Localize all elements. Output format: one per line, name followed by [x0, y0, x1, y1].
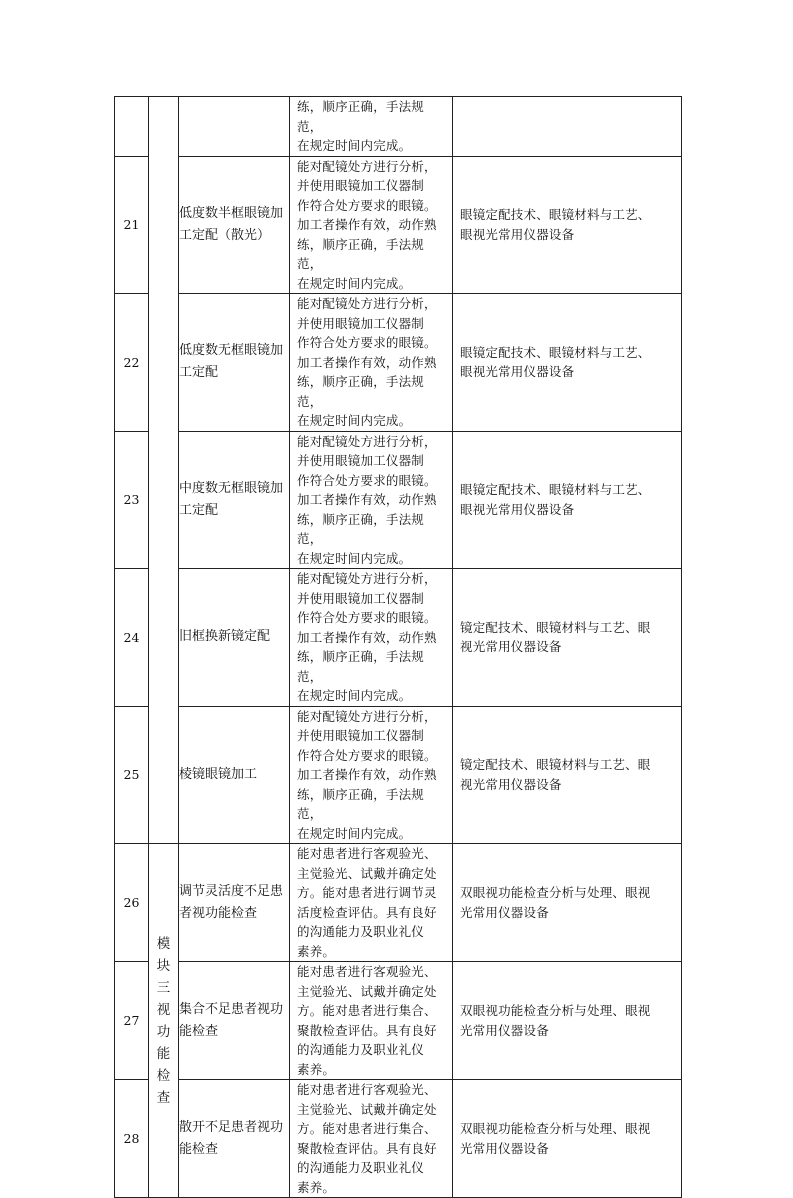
item-name-cell — [179, 97, 290, 157]
table-row — [115, 431, 682, 569]
module-cell-previous — [149, 97, 179, 844]
item-name-cell — [179, 962, 290, 1080]
item-name: 中度数无框眼镜加工定配 — [179, 480, 284, 518]
requirement-text: 能对配镜处方进行分析， 并使用眼镜加工仪器制 作符合处方要求的眼镜。 加工者操作有效，动作熟 练，顺序正确，手法规范， 在规定时间内完成。 — [297, 158, 437, 291]
item-name: 调节灵活度不足患者视功能检查 — [179, 883, 284, 921]
requirement-text: 能对患者进行客观验光、 主觉验光、试戴并确定处 方。能对患者进行集合、 聚散检查评估。具有良好 的沟通能力及职业礼仪 素养。 — [297, 964, 437, 1077]
item-name: 旧框换新镜定配 — [179, 629, 271, 645]
row-number-cell: 27 — [115, 962, 149, 1080]
course-text: 眼镜定配技术、眼镜材料与工艺、 眼视光常用仪器设备 — [460, 344, 651, 380]
item-name-cell — [179, 569, 290, 707]
course-cell — [453, 569, 682, 707]
table-row — [115, 1080, 682, 1198]
row-number-cell: 22 — [115, 294, 149, 432]
course-text: 镜定配技术、眼镜材料与工艺、眼 视光常用仪器设备 — [460, 619, 651, 655]
requirement-cell — [290, 97, 453, 157]
requirement-cell — [290, 844, 453, 962]
item-name-cell — [179, 844, 290, 962]
item-name: 棱镜眼镜加工 — [179, 766, 258, 782]
item-name-cell — [179, 294, 290, 432]
requirement-cell — [290, 962, 453, 1080]
table-row — [115, 569, 682, 707]
course-cell — [453, 844, 682, 962]
row-number-cell: 21 — [115, 156, 149, 294]
module-cell — [149, 844, 179, 1198]
item-name: 集合不足患者视功能检查 — [179, 1001, 284, 1039]
item-name: 散开不足患者视功能检查 — [179, 1119, 284, 1157]
course-text: 双眼视功能检查分析与处理、眼视 光常用仪器设备 — [460, 1003, 651, 1038]
table-row — [115, 844, 682, 962]
course-cell — [453, 97, 682, 157]
table-row — [115, 156, 682, 294]
requirement-cell — [290, 431, 453, 569]
requirement-cell — [290, 294, 453, 432]
requirement-text: 能对配镜处方进行分析， 并使用眼镜加工仪器制 作符合处方要求的眼镜。 加工者操作有效，动作熟 练，顺序正确，手法规范， 在规定时间内完成。 — [297, 433, 437, 566]
row-number-cell: 24 — [115, 569, 149, 707]
row-number-cell: 26 — [115, 844, 149, 962]
course-cell — [453, 294, 682, 432]
item-name-cell — [179, 156, 290, 294]
course-text: 双眼视功能检查分析与处理、眼视 光常用仪器设备 — [460, 1121, 651, 1156]
item-name-cell — [179, 431, 290, 569]
row-number-cell: 23 — [115, 431, 149, 569]
requirement-text: 能对配镜处方进行分析， 并使用眼镜加工仪器制 作符合处方要求的眼镜。 加工者操作有效，动作熟 练，顺序正确，手法规范， 在规定时间内完成。 — [297, 571, 437, 703]
requirement-cell — [290, 569, 453, 707]
row-number-cell: 25 — [115, 706, 149, 844]
skills-table — [114, 96, 682, 1198]
row-number-cell: 28 — [115, 1080, 149, 1198]
requirement-text: 能对配镜处方进行分析， 并使用眼镜加工仪器制 作符合处方要求的眼镜。 加工者操作有效，动作熟 练，顺序正确，手法规范， 在规定时间内完成。 — [297, 708, 437, 841]
course-cell — [453, 431, 682, 569]
course-cell — [453, 156, 682, 294]
table-row — [115, 294, 682, 432]
requirement-cell — [290, 706, 453, 844]
table-row — [115, 97, 682, 157]
requirement-cell — [290, 1080, 453, 1198]
requirement-cell — [290, 156, 453, 294]
course-cell — [453, 706, 682, 844]
table-row — [115, 962, 682, 1080]
requirement-text: 能对患者进行客观验光、 主觉验光、试戴并确定处 方。能对患者进行集合、 聚散检查评估。具有良好 的沟通能力及职业礼仪 素养。 — [297, 1082, 437, 1195]
requirement-text: 能对配镜处方进行分析， 并使用眼镜加工仪器制 作符合处方要求的眼镜。 加工者操作有效，动作熟 练，顺序正确，手法规范， 在规定时间内完成。 — [297, 296, 437, 428]
item-name-cell — [179, 706, 290, 844]
item-name: 低度数半框眼镜加工定配（散光） — [179, 205, 284, 243]
course-cell — [453, 962, 682, 1080]
module-label: 模块三视功能检查 — [156, 935, 171, 1106]
item-name-cell — [179, 1080, 290, 1198]
requirement-text: 能对患者进行客观验光、 主觉验光、试戴并确定处 方。能对患者进行调节灵 活度检查评估。具有良好 的沟通能力及职业礼仪 素养。 — [297, 846, 437, 959]
course-cell — [453, 1080, 682, 1198]
table-row — [115, 706, 682, 844]
course-text: 镜定配技术、眼镜材料与工艺、眼 视光常用仪器设备 — [460, 757, 651, 792]
row-number-cell — [115, 97, 149, 157]
course-text: 双眼视功能检查分析与处理、眼视 光常用仪器设备 — [460, 885, 651, 920]
requirement-text: 练，顺序正确，手法规范， 在规定时间内完成。 — [297, 99, 425, 153]
course-text: 眼镜定配技术、眼镜材料与工艺、 眼视光常用仪器设备 — [460, 207, 651, 242]
course-text: 眼镜定配技术、眼镜材料与工艺、 眼视光常用仪器设备 — [460, 482, 651, 517]
item-name: 低度数无框眼镜加工定配 — [179, 343, 284, 381]
